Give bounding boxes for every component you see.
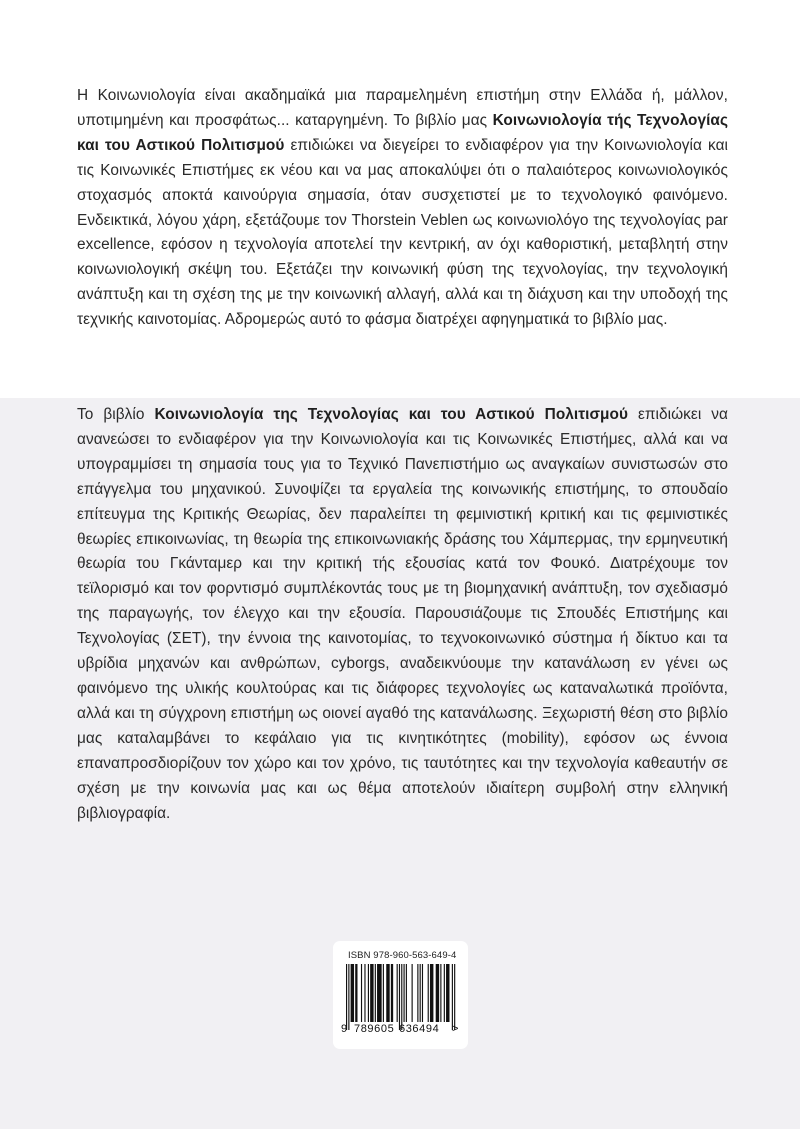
- barcode-arrow: >: [452, 1023, 459, 1035]
- barcode-digits-left: 789605: [354, 1023, 395, 1035]
- barcode-bar: [440, 964, 441, 1022]
- barcode-bars: [343, 964, 457, 1030]
- barcode-bar: [422, 964, 423, 1022]
- barcode-bar: [417, 964, 418, 1022]
- barcode-bar: [391, 964, 393, 1022]
- barcode-digits-right: 636494: [399, 1023, 440, 1035]
- isbn-label: ISBN 978-960-563-649-4: [348, 950, 457, 961]
- barcode-bar: [377, 964, 382, 1022]
- description-paragraph-2: [77, 403, 728, 826]
- barcode-bar: [412, 964, 413, 1022]
- barcode-bar: [428, 964, 429, 1022]
- paragraph-2-text-b: επιδιώκει να ανανεώσει το ενδιαφέρον για την Κοινωνιολογία και τις Κοινωνικές Επιστήμες, αλλά και να υπογραμμίσει τη σημασία τους για το Τεχνικό Πανεπιστήμιο ως αναγκαίων συνιστωσών στο επάγγελμα του μηχανικού. Συνοψίζει τα εργαλεία της κοινωνικής επιστήμης, το σπουδαίο επίτευγμα της Κριτικής Θεωρίας, δεν παραλείπει τη φεμινιστική κριτική και τις φεμινιστικές θεωρίες επικοινωνίας, τη θεωρία της επικοινωνιακής δράσης του Χάμπερμας, την ερμηνευτική θεωρία του Γκάνταμερ και την κριτική τής εξουσίας κατά τον Φουκό. Διατρέχουμε τον τεϊλορισμό και τον φορντισμό συμπλέκοντάς τους με τη βιομηχανική ανάπτυξη, τον σχεδιασμό της παραγωγής, τον έλεγχο και την εξουσία. Παρουσιάζουμε τις Σπουδές Επιστήμης και Τεχνολογίας (ΣΕΤ), την έννοια της καινοτομίας, το τεχνοκοινωνικό σύστημα ή δίκτυο και τα υβρίδια μηχανών και ανθρώπων, cyborgs, αναδεικνύουμε την κατανάλωση εν γένει ως φαινόμενο της υλικής κουλτούρας και τις διάφορες τεχνολογίες ως καταναλωτικά προϊόντα, αλλά και τη σύγχρονη επιστήμη ως οιονεί αγαθό της κατανάλωσης. Ξεχωριστή θέση στο βιβλίο μας καταλαμβάνει το κεφάλαιο για τις κινητικότητες (mobility), εφόσον ως έννοια επαναπροσδιορίζουν τον χώρο και τον χρόνο, τις ταυτότητες και την τεχνολογία καθεαυτήν σε σχέση με την κοινωνία μας και ως θέμα αποτελούν ιδιαίτερη συμβολή στην ελληνική βιβλιογραφία.: [77, 406, 728, 822]
- barcode-bar: [351, 964, 354, 1022]
- paragraph-2-text-a: Το βιβλίο: [77, 406, 155, 423]
- barcode-guard-bar: [401, 964, 402, 1030]
- barcode-bar: [361, 964, 362, 1022]
- barcode-digit-first: 9: [341, 1023, 348, 1035]
- barcode-guard-bar: [454, 964, 455, 1030]
- barcode-guard-bar: [346, 964, 347, 1030]
- book-title-bold-1: Κοινωνιολογία τής Τεχνολογίας και του Αστικού Πολιτισμού: [77, 111, 728, 154]
- barcode-bar: [436, 964, 439, 1022]
- barcode-bar: [404, 964, 405, 1022]
- barcode-bar: [370, 964, 373, 1022]
- barcode-bar: [375, 964, 376, 1022]
- barcode-guard-bar: [399, 964, 400, 1030]
- barcode-bar: [364, 964, 365, 1022]
- description-paragraph-1: [77, 84, 728, 333]
- barcode-bar: [444, 964, 445, 1022]
- barcode-bar: [397, 964, 398, 1022]
- barcode-bar: [355, 964, 357, 1022]
- barcode-bar: [386, 964, 389, 1022]
- barcode-bar: [420, 964, 421, 1022]
- barcode-guard-bar: [348, 964, 349, 1030]
- barcode-guard-bar: [452, 964, 453, 1030]
- paragraph-1-text-a: Η Κοινωνιολογία είναι ακαδημαϊκά μια παραμελημένη επιστήμη στην Ελλάδα ή, μάλλον, υποτιμημένη και προσφάτως... καταργημένη. Το βιβλίο μας: [77, 87, 728, 129]
- barcode-bar: [446, 964, 449, 1022]
- barcode-bar: [406, 964, 407, 1022]
- paragraph-1-text-b: επιδιώκει να διεγείρει το ενδιαφέρον για την Κοινωνιολογία και τις Κοινωνικές Επιστήμες εκ νέου και να μας αποκαλύψει ότι ο παλαιότερος κοινωνιολογικός στοχασμός αποκτά καινούργια σημασία, όταν συσχετιστεί με το τεχνολογικό φαινόμενο. Ενδεικτικά, λόγου χάρη, εξετάζουμε τον Thorstein Veblen ως κοινωνιολόγο της τεχνολογίας par excellence, εφόσον η τεχνολογία αποτελεί την κεντρική, αν όχι καθοριστική, μεταβλητή στην κοινωνιολογική σκέψη του. Εξετάζει την κοινωνική φύση της τεχνολογίας, την τεχνολογική ανάπτυξη και τη σχέση της με την κοινωνική αλλαγή, αλλά και τη διάχυση και την υποδοχή της τεχνικής καινοτομίας. Αδρομερώς αυτό το φάσμα διατρέχει αφηγηματικά το βιβλίο μας.: [77, 136, 729, 329]
- barcode-bar: [430, 964, 433, 1022]
- barcode-bar: [383, 964, 384, 1022]
- isbn-barcode-box: [333, 941, 468, 1049]
- barcode-bar: [368, 964, 369, 1022]
- book-title-bold-2: Κοινωνιολογία της Τεχνολογίας και του Αστικού Πολιτισμού: [154, 406, 628, 423]
